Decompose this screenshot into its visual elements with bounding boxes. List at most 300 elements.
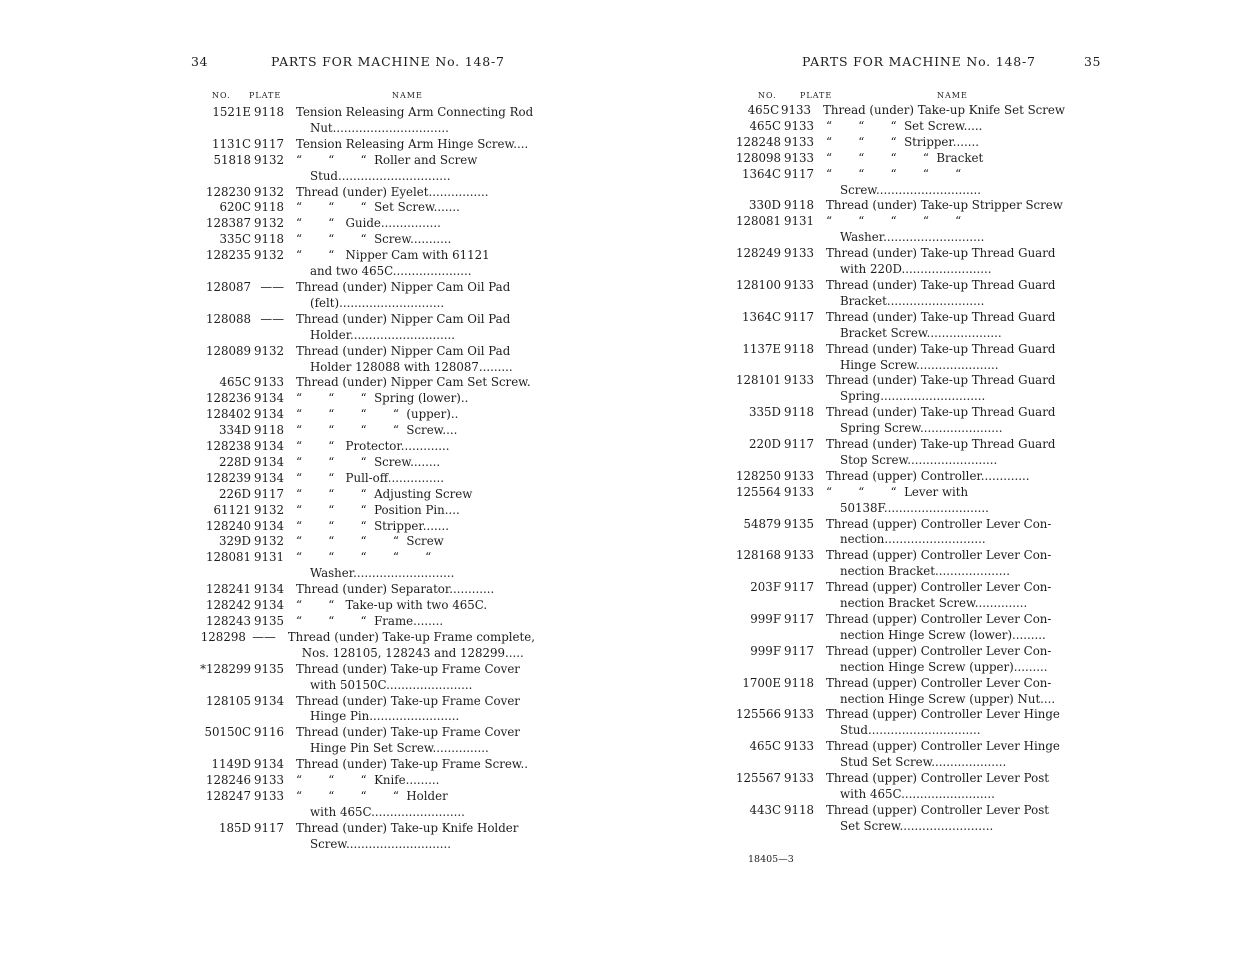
plate-number: 9118: [253, 423, 284, 438]
plate-number: 9132: [253, 502, 284, 517]
part-name-line: “ “ “ Spring (lower)..: [296, 391, 469, 406]
part-name-continuation: Nos. 128105, 128243 and 128299.....: [301, 645, 524, 660]
plate-number: 9134: [253, 582, 284, 597]
part-name: [814, 469, 1065, 485]
column-header-name: NAME: [937, 91, 968, 100]
part-name-line: “ “ Pull-off...............: [296, 470, 444, 485]
part-name-line: “ “ “ Stripper.......: [826, 134, 980, 149]
part-name: [284, 455, 535, 471]
part-entry: [725, 676, 1065, 708]
part-entry: [725, 278, 1065, 310]
plate-number: 9118: [253, 200, 284, 215]
part-name-line: “ “ “ Stripper.......: [296, 518, 450, 533]
page-header: PARTS FOR MACHINE No. 148-7: [802, 54, 1036, 69]
part-name-line: “ “ “ Knife.........: [296, 773, 440, 788]
part-entry: [195, 232, 535, 248]
part-name: [284, 185, 535, 201]
part-number: 228D: [219, 454, 251, 469]
part-number: 54879: [743, 516, 781, 531]
parts-list: [725, 103, 1065, 835]
part-name-continuation: Spring............................: [840, 389, 986, 404]
part-number: 128105: [205, 693, 251, 708]
part-name-line: Thread (under) Nipper Cam Oil Pad: [296, 343, 511, 358]
part-name-continuation: nection...........................: [840, 532, 986, 547]
part-entry: [195, 280, 535, 312]
plate-number: 9133: [783, 150, 814, 165]
part-name-line: Thread (under) Separator............: [296, 582, 495, 597]
part-name-continuation: Nut...............................: [310, 120, 449, 135]
part-name-line: Thread (under) Take-up Thread Guard: [826, 373, 1056, 388]
part-number: 1521E: [212, 105, 251, 119]
part-number: 1364C: [741, 166, 781, 181]
part-number: 128242: [205, 598, 251, 613]
part-name: [284, 439, 535, 455]
part-number: 329D: [219, 534, 251, 549]
part-number: 203F: [750, 580, 781, 595]
part-entry: [195, 630, 535, 662]
plate-number: 9132: [253, 216, 284, 231]
part-entry: [725, 707, 1065, 739]
part-name-line: “ “ “ “ Screw: [296, 534, 444, 549]
plate-number: 9117: [253, 820, 284, 835]
part-number: 335C: [219, 232, 251, 247]
left-page: [0, 0, 617, 954]
part-name-line: “ “ “ Set Screw.....: [826, 118, 983, 133]
part-name-line: “ “ “ Frame........: [296, 614, 444, 628]
part-number: 999F: [750, 612, 781, 626]
page-header: PARTS FOR MACHINE No. 148-7: [271, 54, 505, 69]
part-name: [284, 312, 535, 344]
part-number: 335D: [749, 405, 781, 420]
part-entry: [195, 598, 535, 614]
plate-number: 9131: [253, 550, 284, 565]
part-name: [814, 676, 1065, 708]
part-number: 128238: [205, 439, 251, 454]
plate-number: 9133: [783, 771, 814, 786]
part-name-continuation: nection Bracket Screw..............: [840, 596, 1028, 611]
part-name-line: “ “ Nipper Cam with 61121: [296, 248, 490, 263]
part-entry: [195, 773, 535, 789]
part-entry: [725, 469, 1065, 485]
plate-number: 9133: [780, 103, 811, 117]
part-name-line: Thread (under) Take-up Frame Cover: [296, 725, 520, 740]
part-entry: [725, 580, 1065, 612]
part-number: 125567: [735, 771, 781, 786]
part-name-line: Thread (upper) Controller Lever Post: [826, 771, 1050, 786]
plate-number: 9132: [253, 343, 284, 358]
part-name-continuation: with 220D........................: [840, 262, 992, 277]
part-name-line: “ “ “ “ (upper)..: [296, 407, 459, 422]
plate-number: 9135: [253, 614, 284, 628]
plate-number: 9135: [783, 516, 814, 531]
plate-number: 9133: [783, 468, 814, 483]
plate-number: 9133: [253, 773, 284, 788]
part-name-line: “ “ “ Roller and Screw: [296, 152, 478, 167]
part-entry: [725, 151, 1065, 167]
part-number: 128243: [205, 614, 251, 628]
part-name-line: “ “ Guide................: [296, 216, 441, 231]
part-number: 999F: [750, 643, 781, 658]
part-name: [284, 407, 535, 423]
part-name-line: Thread (under) Nipper Cam Oil Pad: [296, 279, 511, 294]
plate-number: 9134: [253, 470, 284, 485]
part-number: 128098: [735, 150, 781, 165]
part-name: [284, 153, 535, 185]
part-entry: [725, 135, 1065, 151]
plate-number: 9132: [253, 184, 284, 199]
part-name: [814, 342, 1065, 374]
part-name-continuation: with 465C.........................: [310, 804, 465, 819]
part-entry: [725, 214, 1065, 246]
part-name: [814, 373, 1065, 405]
part-name: [814, 580, 1065, 612]
part-number: 128298: [200, 629, 246, 644]
part-entry: [725, 771, 1065, 803]
part-name-line: Thread (upper) Controller Lever Con-: [826, 516, 1052, 531]
part-name-line: “ “ “ Screw........: [296, 454, 441, 469]
part-number: 330D: [749, 198, 781, 213]
part-entry: [195, 407, 535, 423]
part-name: [284, 344, 535, 376]
part-name: [814, 119, 1065, 135]
plate-number: 9133: [783, 373, 814, 388]
part-number: 465C: [747, 103, 780, 117]
part-name: [284, 694, 535, 726]
column-header-plate: PLATE: [800, 91, 833, 100]
part-entry: [195, 423, 535, 439]
part-name-continuation: nection Hinge Screw (upper) Nut....: [840, 691, 1056, 706]
plate-number: ——: [260, 311, 284, 326]
part-name-continuation: with 50150C.......................: [310, 677, 473, 692]
part-entry: [195, 725, 535, 757]
part-name-continuation: Stud Set Screw....................: [840, 755, 1007, 770]
part-name: [814, 739, 1065, 771]
part-name: [814, 612, 1065, 644]
part-name-continuation: and two 465C.....................: [310, 264, 472, 279]
part-name: [284, 773, 535, 789]
part-name-line: Thread (under) Take-up Thread Guard: [826, 437, 1056, 452]
part-name-line: Thread (upper) Controller Lever Con-: [826, 612, 1052, 626]
part-number: 50150C: [204, 725, 251, 740]
part-entry: [725, 739, 1065, 771]
part-name-line: “ “ “ “ Bracket: [826, 150, 984, 165]
part-name-continuation: Hinge Pin........................: [310, 709, 460, 724]
part-name: [284, 534, 535, 550]
part-entry: [195, 137, 535, 153]
part-name: [814, 151, 1065, 167]
part-name: [284, 519, 535, 535]
part-entry: [195, 248, 535, 280]
plate-number: 9118: [783, 198, 814, 213]
part-name: [276, 630, 535, 662]
part-entry: [725, 373, 1065, 405]
part-name: [284, 487, 535, 503]
part-entry: [725, 405, 1065, 437]
part-number: 128089: [205, 343, 251, 358]
part-name-continuation: Washer...........................: [310, 566, 455, 581]
part-number: 128240: [205, 518, 251, 533]
part-name-continuation: (felt)............................: [310, 295, 445, 310]
part-name: [814, 803, 1065, 835]
plate-number: 9134: [253, 693, 284, 708]
plate-number: 9133: [783, 707, 814, 722]
part-name: [284, 598, 535, 614]
part-name-continuation: nection Hinge Screw (lower).........: [840, 627, 1046, 642]
part-name-line: Thread (under) Take-up Frame Cover: [296, 661, 520, 676]
part-number: 128236: [205, 391, 251, 406]
plate-number: 9133: [783, 739, 814, 754]
part-name-continuation: Bracket Screw....................: [840, 325, 1002, 340]
part-name: [814, 214, 1065, 246]
part-name-continuation: Screw............................: [840, 182, 982, 197]
part-name: [284, 550, 535, 582]
plate-number: 9117: [783, 309, 814, 324]
part-name: [814, 707, 1065, 739]
part-number: 1137E: [742, 341, 781, 356]
part-name-line: Thread (under) Nipper Cam Set Screw.: [296, 375, 531, 390]
part-number: 128101: [735, 373, 781, 388]
part-name: [814, 246, 1065, 278]
part-name: [284, 725, 535, 757]
part-name-line: “ “ Protector.............: [296, 439, 450, 454]
part-name-continuation: Spring Screw......................: [840, 421, 1003, 436]
part-name: [814, 644, 1065, 676]
plate-number: 9118: [253, 105, 284, 119]
part-number: 128249: [735, 246, 781, 261]
plate-number: 9133: [783, 548, 814, 563]
part-number: 128402: [205, 407, 251, 422]
part-name-continuation: 50138F............................: [840, 500, 989, 515]
part-name: [284, 280, 535, 312]
part-entry: [195, 312, 535, 344]
part-number: 128247: [205, 788, 251, 803]
part-number: 51818: [213, 152, 251, 167]
part-name: [284, 582, 535, 598]
part-entry: [195, 216, 535, 232]
part-name-continuation: Set Screw.........................: [840, 818, 994, 833]
plate-number: 9134: [253, 391, 284, 406]
part-number: 443C: [749, 802, 781, 817]
part-name: [284, 423, 535, 439]
plate-number: 9133: [783, 246, 814, 261]
part-number: 465C: [749, 739, 781, 754]
column-header-no: NO.: [212, 91, 231, 100]
part-name-line: “ “ Take-up with two 465C.: [296, 598, 488, 613]
part-name-line: Thread (upper) Controller Lever Con-: [826, 580, 1052, 595]
part-entry: [195, 694, 535, 726]
part-number: 128230: [205, 184, 251, 199]
plate-number: 9117: [783, 580, 814, 595]
part-number: 128168: [735, 548, 781, 563]
part-entry: [725, 246, 1065, 278]
plate-number: 9132: [253, 248, 284, 263]
part-number: 128250: [735, 468, 781, 483]
part-name-line: Thread (under) Take-up Thread Guard: [826, 277, 1056, 292]
part-name: [814, 310, 1065, 342]
part-entry: [195, 375, 535, 391]
part-name-line: Thread (under) Eyelet................: [296, 184, 489, 199]
part-name-line: Thread (under) Take-up Thread Guard: [826, 309, 1056, 324]
part-name: [284, 375, 535, 391]
part-name-line: Thread (upper) Controller Lever Hinge: [826, 739, 1060, 754]
part-entry: [725, 612, 1065, 644]
part-number: 128081: [205, 550, 251, 565]
part-number: 1149D: [211, 757, 251, 772]
plate-number: 9133: [253, 375, 284, 390]
part-number: 125566: [735, 707, 781, 722]
part-name-line: Thread (under) Take-up Frame complete,: [287, 629, 535, 644]
part-entry: [195, 200, 535, 216]
part-name: [814, 198, 1065, 214]
plate-number: 9117: [783, 166, 814, 181]
part-name-continuation: nection Hinge Screw (upper).........: [840, 659, 1048, 674]
part-name-line: “ “ “ Lever with: [826, 484, 969, 499]
part-entry: [725, 342, 1065, 374]
part-name-continuation: Bracket..........................: [840, 293, 985, 308]
part-name-line: “ “ “ Set Screw.......: [296, 200, 460, 215]
part-entry: [725, 517, 1065, 549]
parts-list: [195, 105, 535, 853]
part-number: 128387: [205, 216, 251, 231]
part-name-line: Thread (under) Take-up Thread Guard: [826, 405, 1056, 420]
part-name: [814, 771, 1065, 803]
part-entry: [195, 550, 535, 582]
part-entry: [195, 185, 535, 201]
part-entry: [195, 487, 535, 503]
printer-code: 18405—3: [748, 854, 794, 865]
part-name-continuation: Hinge Screw......................: [840, 357, 999, 372]
part-entry: [725, 644, 1065, 676]
part-entry: [195, 503, 535, 519]
part-entry: [725, 167, 1065, 199]
plate-number: 9134: [253, 454, 284, 469]
part-number: 128100: [735, 277, 781, 292]
part-name: [284, 137, 535, 153]
plate-number: 9133: [253, 788, 284, 803]
part-name-line: Thread (under) Take-up Thread Guard: [826, 341, 1056, 356]
part-name: [284, 614, 535, 630]
part-name-line: “ “ “ Adjusting Screw: [296, 486, 473, 501]
part-name: [814, 405, 1065, 437]
part-number: 185D: [219, 820, 251, 835]
part-name: [284, 232, 535, 248]
part-name: [814, 135, 1065, 151]
part-name-continuation: Holder 128088 with 128087.........: [310, 359, 513, 374]
part-name-continuation: Hinge Pin Set Screw...............: [310, 741, 489, 756]
page-number: 35: [1084, 54, 1102, 69]
part-name: [284, 503, 535, 519]
column-header-name: NAME: [392, 91, 423, 100]
part-name: [284, 248, 535, 280]
part-number: 465C: [749, 118, 781, 133]
part-entry: [195, 821, 535, 853]
part-name: [814, 485, 1065, 517]
part-number: 125564: [735, 484, 781, 499]
part-name-line: “ “ “ Position Pin....: [296, 502, 460, 517]
part-number: 128088: [205, 311, 251, 326]
part-name: [284, 391, 535, 407]
part-name-continuation: with 465C.........................: [840, 786, 995, 801]
part-number: 1364C: [741, 309, 781, 324]
part-name-line: Thread (upper) Controller Lever Hinge: [826, 707, 1060, 722]
plate-number: 9118: [783, 802, 814, 817]
part-name-line: Thread (under) Take-up Knife Set Screw: [823, 103, 1065, 117]
part-name: [284, 821, 535, 853]
part-entry: [195, 662, 535, 694]
part-number: 220D: [749, 437, 781, 452]
part-name: [811, 103, 1065, 119]
part-number: 128235: [205, 248, 251, 263]
part-entry: [725, 103, 1065, 119]
part-name-continuation: Holder............................: [310, 327, 456, 342]
part-name: [284, 105, 535, 137]
part-name-continuation: Stop Screw........................: [840, 452, 998, 467]
part-number: 1700E: [742, 675, 781, 690]
plate-number: 9131: [783, 214, 814, 229]
plate-number: 9134: [253, 407, 284, 422]
plate-number: 9117: [783, 437, 814, 452]
part-number: 128248: [735, 134, 781, 149]
plate-number: 9117: [783, 612, 814, 626]
part-name-line: Thread (under) Take-up Frame Screw..: [296, 757, 529, 772]
part-name-line: Thread (upper) Controller.............: [826, 468, 1030, 483]
part-entry: [195, 582, 535, 598]
plate-number: 9133: [783, 277, 814, 292]
part-name: [814, 517, 1065, 549]
part-entry: [195, 105, 535, 137]
part-name-line: Thread (upper) Controller Lever Con-: [826, 643, 1052, 658]
plate-number: 9134: [253, 439, 284, 454]
part-number: 128087: [205, 279, 251, 294]
plate-number: 9134: [253, 518, 284, 533]
part-number: 226D: [219, 486, 251, 501]
part-number: 465C: [219, 375, 251, 390]
part-name: [284, 789, 535, 821]
part-name-continuation: nection Bracket....................: [840, 564, 1010, 579]
plate-number: ——: [252, 629, 276, 644]
part-entry: [195, 344, 535, 376]
part-name-line: Thread (under) Take-up Frame Cover: [296, 693, 520, 708]
part-name-line: “ “ “ “ “: [826, 166, 962, 181]
part-name-line: Thread (under) Take-up Stripper Screw: [826, 198, 1063, 213]
part-entry: [195, 153, 535, 185]
plate-number: 9133: [783, 118, 814, 133]
part-entry: [725, 119, 1065, 135]
plate-number: 9118: [783, 341, 814, 356]
part-entry: [725, 548, 1065, 580]
part-entry: [195, 519, 535, 535]
part-name-line: “ “ “ “ Screw....: [296, 423, 458, 438]
part-name: [284, 216, 535, 232]
part-entry: [195, 391, 535, 407]
plate-number: 9117: [253, 136, 284, 151]
part-name-line: “ “ “ Screw...........: [296, 232, 452, 247]
plate-number: 9118: [783, 675, 814, 690]
plate-number: 9135: [253, 661, 284, 676]
part-name: [284, 471, 535, 487]
plate-number: 9132: [253, 152, 284, 167]
part-number: 61121: [213, 502, 251, 517]
part-name: [814, 278, 1065, 310]
part-entry: [725, 485, 1065, 517]
part-name-line: Tension Releasing Arm Connecting Rod: [296, 105, 534, 119]
part-name-continuation: Washer...........................: [840, 230, 985, 245]
part-number: 128241: [205, 582, 251, 597]
part-entry: [195, 614, 535, 630]
part-name-line: Thread (upper) Controller Lever Con-: [826, 675, 1052, 690]
part-entry: [195, 789, 535, 821]
part-entry: [725, 803, 1065, 835]
